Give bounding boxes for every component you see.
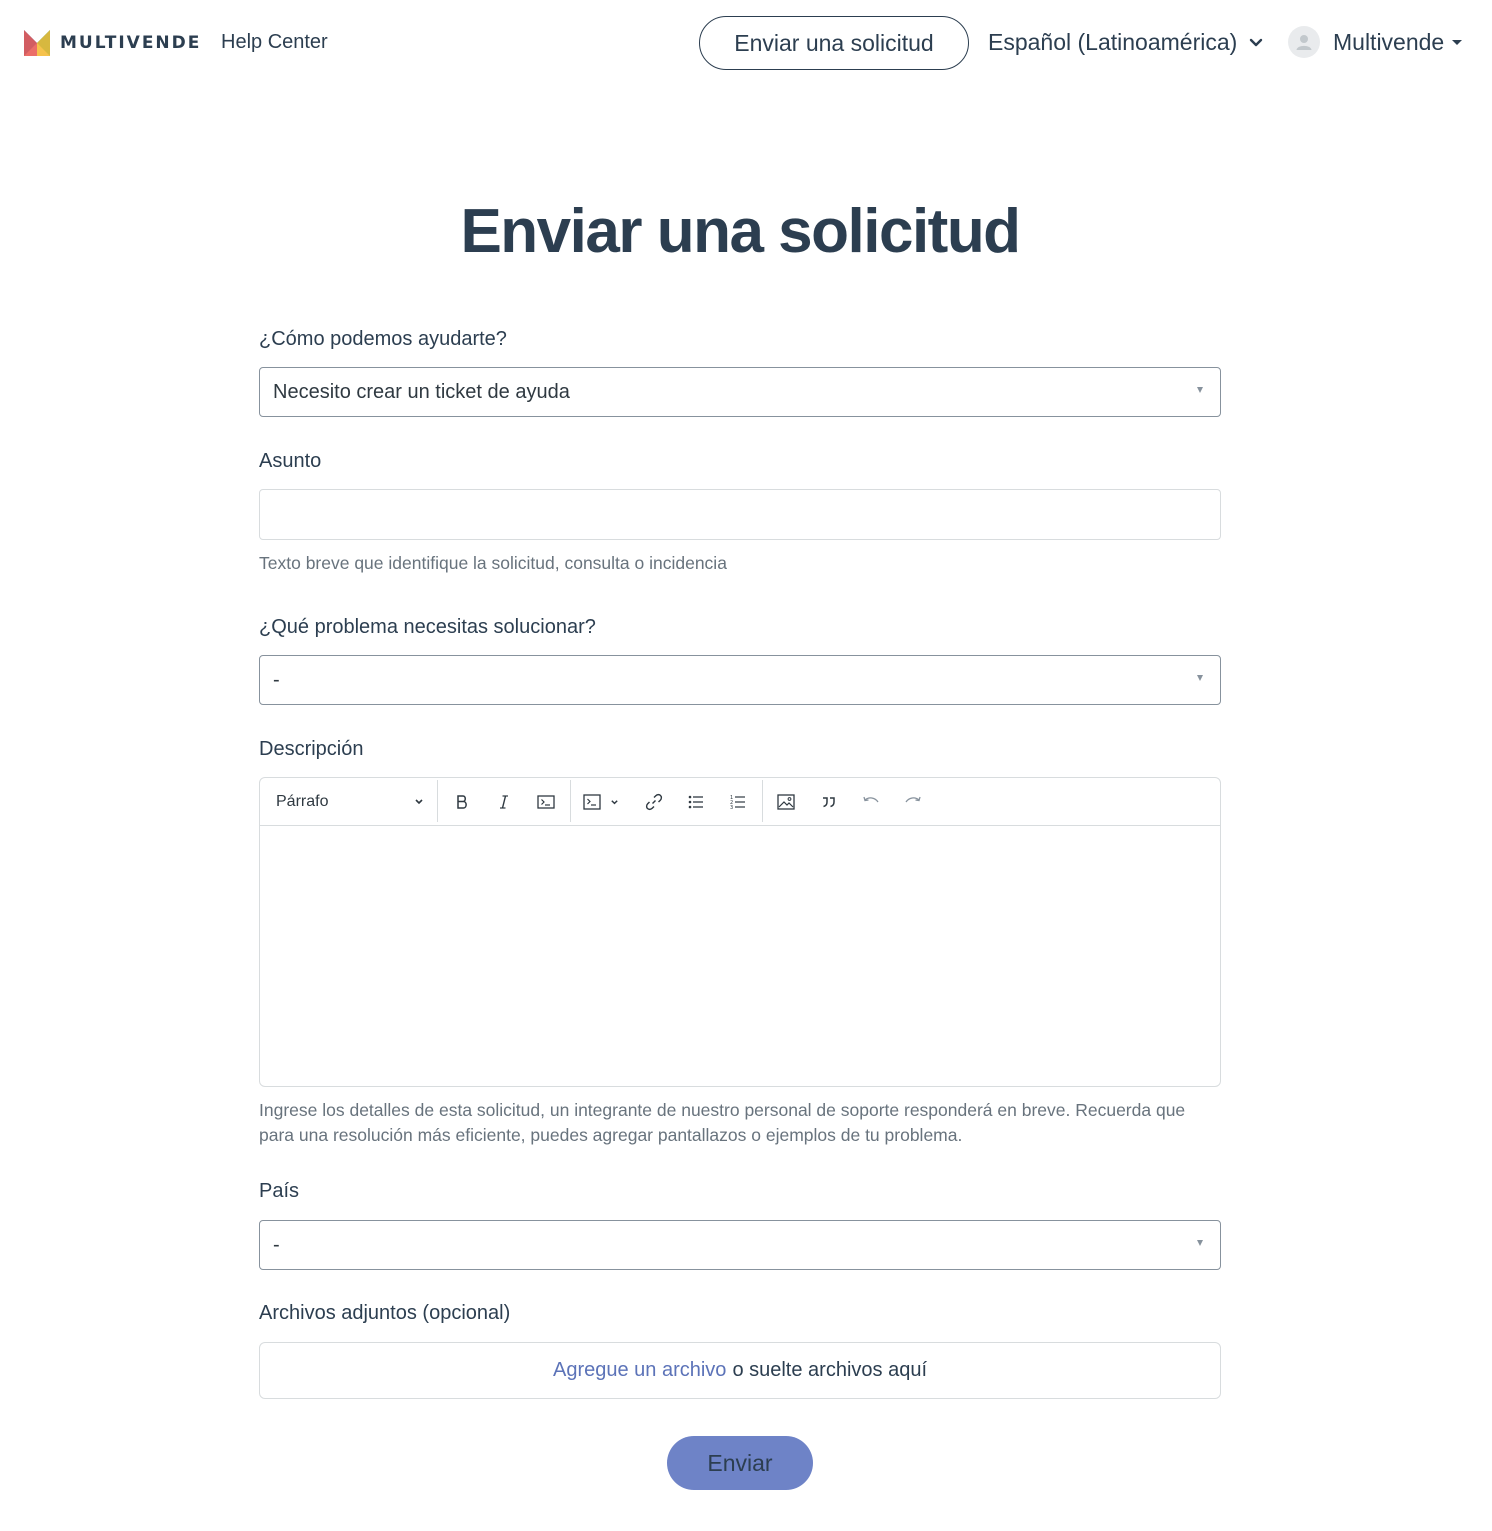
dropdown-arrow-icon	[1197, 675, 1203, 681]
problem-label: ¿Qué problema necesitas solucionar?	[259, 616, 596, 638]
svg-text:1: 1	[730, 795, 734, 801]
blockquote-button[interactable]	[817, 790, 841, 814]
undo-icon	[862, 796, 880, 808]
code-icon	[537, 795, 555, 809]
italic-icon	[497, 794, 511, 810]
header	[0, 0, 1492, 88]
country-value: -	[273, 1233, 280, 1256]
description-textarea[interactable]	[260, 826, 1220, 1086]
multivende-logo-icon	[24, 30, 50, 56]
subject-label: Asunto	[259, 450, 322, 472]
chevron-down-icon	[1249, 36, 1263, 50]
user-name: Multivende	[1333, 28, 1445, 55]
caret-down-icon	[1452, 40, 1462, 45]
chevron-down-icon	[610, 798, 619, 807]
description-label: Descripción	[259, 738, 364, 760]
link-button[interactable]	[642, 790, 666, 814]
bullet-list-button[interactable]	[684, 790, 708, 814]
redo-icon	[904, 796, 922, 808]
redo-button[interactable]	[901, 790, 925, 814]
logo-link[interactable]	[24, 30, 201, 56]
svg-text:3: 3	[730, 805, 734, 810]
help-center-link[interactable]: Help Center	[221, 31, 328, 53]
logo-text: MULTIVENDE	[60, 33, 202, 53]
quote-icon	[822, 796, 836, 808]
description-hint: Ingrese los detalles de esta solicitud, un integrante de nuestro personal de soporte responderá en breve. Recuerda que para una resolución más eficiente, puedes agregar pantallazos o ejemplos de tu problema.	[259, 1100, 1186, 1145]
attachments-label: Archivos adjuntos (opcional)	[259, 1302, 511, 1324]
avatar	[1288, 26, 1320, 58]
undo-button[interactable]	[859, 790, 883, 814]
page-title: Enviar una solicitud	[460, 197, 1020, 266]
code-button[interactable]	[534, 790, 558, 814]
chevron-down-icon	[414, 797, 424, 807]
description-editor	[259, 777, 1221, 1087]
toolbar-divider	[570, 780, 571, 822]
help-type-select[interactable]	[259, 367, 1221, 417]
user-icon	[1295, 33, 1313, 51]
bullet-list-icon	[688, 795, 704, 809]
country-select[interactable]	[259, 1220, 1221, 1270]
drop-files-text: o suelte archivos aquí	[732, 1359, 927, 1381]
svg-text:2: 2	[730, 800, 734, 806]
paragraph-style-select[interactable]	[276, 791, 426, 813]
attachments-dropzone[interactable]	[259, 1342, 1221, 1399]
code-block-button[interactable]	[583, 790, 629, 814]
language-selector[interactable]	[988, 29, 1263, 56]
submit-request-link[interactable]: Enviar una solicitud	[699, 16, 969, 70]
subject-hint: Texto breve que identifique la solicitud, consulta o incidencia	[259, 553, 727, 573]
user-menu[interactable]	[1288, 26, 1462, 58]
help-type-value: Necesito crear un ticket de ayuda	[273, 380, 570, 403]
help-type-label: ¿Cómo podemos ayudarte?	[259, 328, 507, 350]
bold-button[interactable]	[450, 790, 474, 814]
problem-select[interactable]	[259, 655, 1221, 705]
submit-button[interactable]: Enviar	[667, 1436, 813, 1490]
italic-button[interactable]	[492, 790, 516, 814]
image-button[interactable]	[774, 790, 798, 814]
toolbar-divider	[762, 780, 763, 822]
numbered-list-button[interactable]	[726, 790, 750, 814]
add-file-link[interactable]: Agregue un archivo	[552, 1359, 727, 1381]
dropdown-arrow-icon	[1197, 1240, 1203, 1246]
bold-icon	[455, 794, 469, 810]
image-icon	[777, 794, 795, 810]
language-label: Español (Latinoamérica)	[988, 29, 1238, 55]
subject-input[interactable]	[259, 489, 1221, 540]
problem-value: -	[273, 668, 280, 691]
country-label: País	[259, 1180, 300, 1202]
paragraph-style-value: Párrafo	[276, 793, 329, 810]
link-icon	[645, 793, 663, 811]
editor-toolbar	[260, 778, 1220, 826]
toolbar-divider	[437, 780, 438, 822]
code-block-icon	[583, 794, 601, 810]
dropdown-arrow-icon	[1197, 387, 1203, 393]
numbered-list-icon	[730, 794, 746, 810]
